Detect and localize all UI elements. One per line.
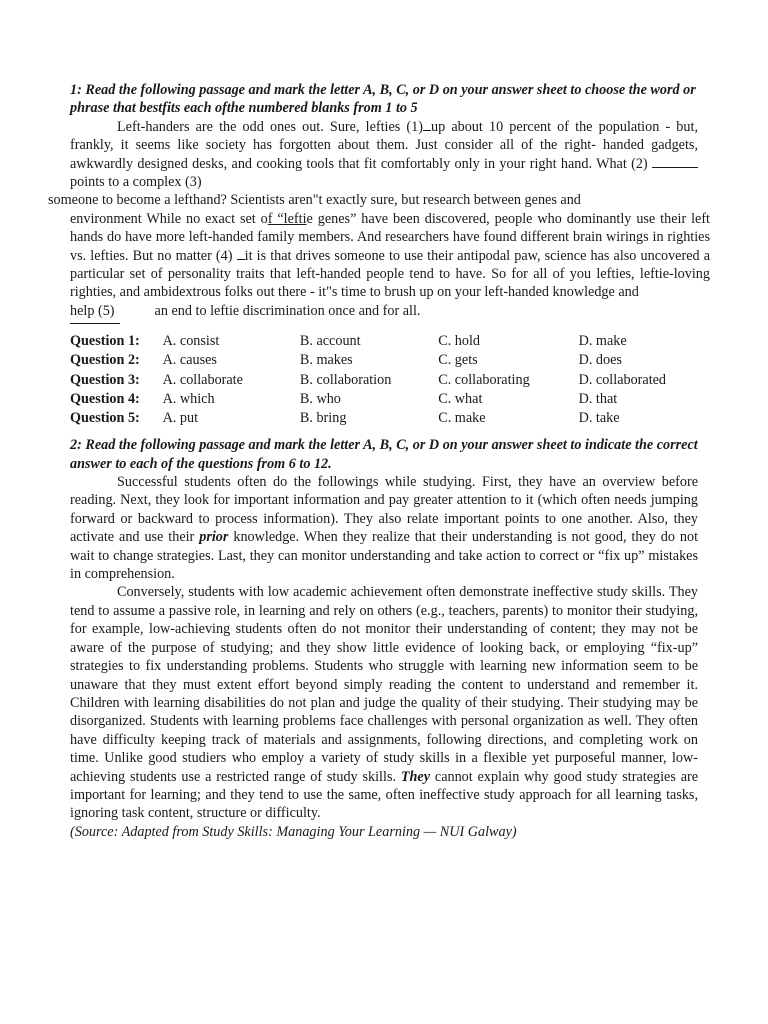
question-row [70, 371, 698, 390]
passage1-text: points to a complex (3) [70, 174, 202, 191]
question-list [70, 332, 698, 428]
passage1-text: it is that drives someone to use their antipodal paw, science has also uncovered a particular set of personality traits that left-handed people tend to have. So for all of you lefties, leftie-loving righties, and ambidextrous folks out there - it"s time to brush up on your left-handed knowledge and [70, 247, 711, 301]
option-c: C. make [438, 410, 486, 427]
question-label: Question 3: [70, 371, 140, 388]
question-row [70, 390, 698, 409]
section1-instruction: 1: Read the following passage and mark the letter A, B, C, or D on your answer sheet to choose the word or phrase that bestfits each ofthe numbered blanks from 1 to 5 [70, 82, 696, 117]
underlined-text: f “lefti [267, 210, 307, 227]
option-b: B. collaboration [299, 371, 392, 388]
question-label: Question 4: [70, 390, 140, 407]
passage1-paragraph2 [70, 210, 710, 302]
option-d: D. take [578, 410, 620, 427]
option-b: B. who [299, 390, 341, 407]
question-row [70, 351, 698, 370]
passage1-text: Left-handers are the odd ones out. Sure, lefties (1) [117, 118, 423, 135]
question-row [70, 332, 698, 351]
option-d: D. make [578, 333, 627, 350]
blank-4 [237, 249, 245, 260]
emphasis-word: They [400, 768, 431, 785]
option-d: D. does [578, 352, 622, 369]
option-c: C. hold [438, 333, 481, 350]
passage2-text: cannot explain why good study strategies are important for learning; and they tend to use the same, often ineffective study approach for all learning tasks, ignoring task content, structure or difficulty. [70, 768, 699, 822]
passage2-text: Successful students often do the followings while studying. First, they have an overview before reading. Next, they look for important information and pay greater attention to it (which often needs jumping forward or backward to process information). They also relate important points to one another. Also, they activate and use their [70, 474, 698, 546]
passage1-text: an end to leftie discrimination once and for all. [154, 302, 421, 319]
passage1-paragraph2-lead: someone to become a lefthand? Scientists aren"t exactly sure, but research between genes and [48, 192, 581, 209]
emphasis-word: prior [199, 529, 229, 546]
blank-2 [652, 157, 698, 168]
question-label: Question 5: [70, 410, 140, 427]
passage1-text: e genes” have been discovered, people who dominantly use their left hands do have more left-handed family members. And researchers have found different brain wirings in righties vs. lefties. But no matter (4) [70, 210, 710, 264]
passage1-text: help (5) [70, 302, 115, 319]
passage2-paragraph1 [70, 473, 698, 583]
option-a: A. put [162, 410, 199, 427]
option-d: D. collaborated [578, 371, 667, 388]
passage2-text: knowledge. When they realize that their understanding is not good, they do not wait to change strategies. Last, they can monitor understanding and take action to correct or “fix up” mistakes in comprehension. [70, 529, 699, 583]
passage2-paragraph2 [70, 583, 698, 822]
question-label: Question 1: [70, 333, 140, 350]
blank-5-line [70, 323, 120, 324]
passage2-text: Conversely, students with low academic achievement often demonstrate ineffective study skills. They tend to assume a passive role, in learning and rely on others (e.g., teachers, parents) to monitor their studying, for example, low-achieving students often do not monitor their understanding of content; they may not be aware of the purpose of studying; and they show little evidence of looking back, or employing “fix-up” strategies to fix understanding problems. Students who struggle with learning new information seem to be unaware that they must extent effort beyond simply reading the content to understand and remember it. Children with learning disabilities do not plan and judge the quality of their studying. Their studying may be disorganized. Students with learning problems face challenges with personal organization as well. They often have difficulty keeping track of materials and assignments, following directions, and completing work on time. Unlike good studiers who employ a variety of study skills in a flexible yet purposeful manner, low-achieving students use a restricted range of study skills. [70, 584, 698, 785]
option-a: A. collaborate [162, 371, 243, 388]
option-a: A. consist [162, 333, 220, 350]
option-b: B. makes [299, 352, 353, 369]
option-c: C. collaborating [438, 371, 530, 388]
passage1-text: environment While no exact set o [70, 210, 268, 227]
question-label: Question 2: [70, 352, 140, 369]
blank-1 [423, 120, 431, 131]
source-citation: (Source: Adapted from Study Skills: Managing Your Learning — NUI Galway) [70, 823, 517, 840]
passage1-text: up about 10 percent of the population - but, frankly, it seems like society has forgotten about them. Just consider all of the right- handed gadgets, awkwardly designed desks, and cooking tools that fit comfortably only in your right hand. What (2) [70, 118, 698, 172]
option-b: B. bring [299, 410, 347, 427]
option-c: C. what [438, 390, 483, 407]
document-page [48, 81, 711, 841]
option-a: A. causes [162, 352, 217, 369]
passage1-paragraph3 [70, 302, 698, 320]
option-b: B. account [299, 333, 361, 350]
option-d: D. that [578, 390, 618, 407]
option-c: C. gets [438, 352, 478, 369]
option-a: A. which [162, 390, 215, 407]
passage1-paragraph1 [70, 118, 698, 192]
question-row [70, 409, 698, 428]
section2-instruction: 2: Read the following passage and mark the letter A, B, C, or D on your answer sheet to indicate the correct answer to each of the questions from 6 to 12. [70, 437, 698, 472]
